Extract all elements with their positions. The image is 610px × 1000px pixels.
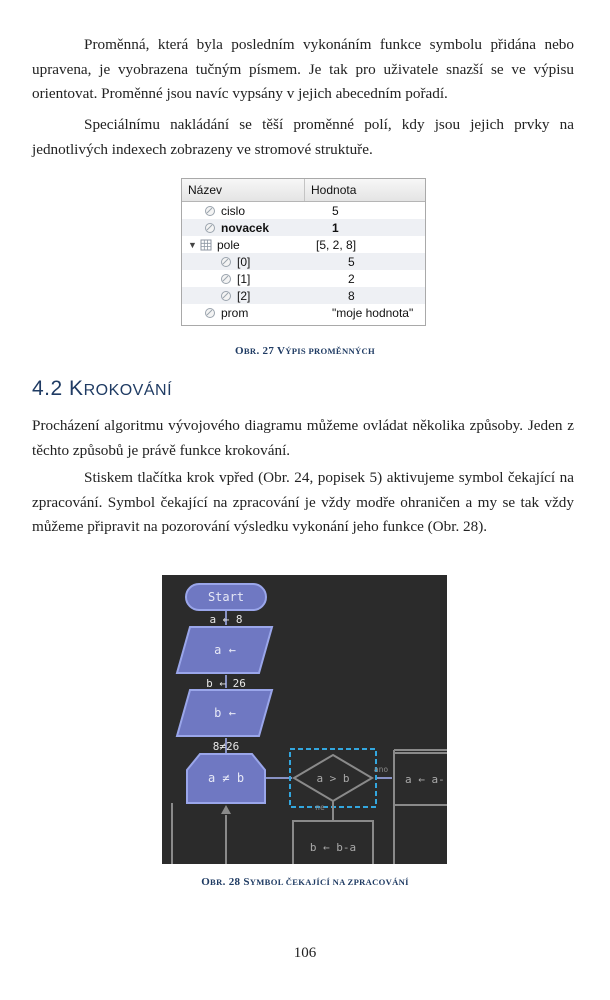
table-row[interactable] bbox=[182, 202, 425, 219]
variable-value: 1 bbox=[332, 220, 339, 235]
table-row[interactable] bbox=[182, 253, 425, 270]
body-paragraph-4: Stiskem tlačítka krok vpřed (Obr. 24, popisek 5) aktivujeme symbol čekající na zpracování. Symbol čekající na zpracování je vždy modře ohraničen a my se tak vždy můžeme připravit na pozorování výsledku vykonání jeho funkce (Obr. 28). bbox=[32, 469, 574, 536]
process-a-label: a ← a- bbox=[405, 773, 445, 786]
variable-name: [2] bbox=[237, 288, 251, 303]
variable-value: 5 bbox=[348, 254, 355, 269]
variable-name: [1] bbox=[237, 271, 251, 286]
variable-icon bbox=[204, 307, 216, 319]
body-paragraph-3: Procházení algoritmu vývojového diagramu můžeme ovládat několika způsoby. Jeden z těchto způsobů je právě funkce krokování. bbox=[32, 417, 574, 459]
variable-icon bbox=[220, 290, 232, 302]
expand-triangle-icon[interactable]: ▼ bbox=[188, 239, 197, 250]
array-grid-icon bbox=[200, 239, 212, 251]
variable-name: cislo bbox=[221, 203, 246, 218]
body-paragraph-1: Proměnná, která byla posledním vykonáním funkce symbolu přidána nebo upravena, je vyobrazena tučným písmem. Je tak pro uživatele snazší se ve výpisu orientovat. Proměnné jsou navíc vypsány v jejich abecedním pořadí. bbox=[32, 36, 574, 103]
figure-caption-28: OBR. 28 SYMBOL ČEKAJÍCÍ NA ZPRACOVÁNÍ bbox=[201, 876, 409, 888]
variable-value: 8 bbox=[348, 288, 355, 303]
table-header bbox=[182, 179, 425, 202]
input-b-label: b ← bbox=[214, 706, 236, 720]
variable-icon bbox=[220, 256, 232, 268]
flow-annotation-b: b ← 26 bbox=[206, 677, 246, 690]
table-row[interactable] bbox=[182, 219, 425, 236]
variable-value: [5, 2, 8] bbox=[316, 237, 357, 252]
variable-icon bbox=[220, 273, 232, 285]
flow-annotation-a: a ← 8 bbox=[209, 613, 243, 626]
column-header-value[interactable]: Hodnota bbox=[311, 183, 357, 197]
table-row[interactable] bbox=[182, 287, 425, 304]
variable-value: 2 bbox=[348, 271, 355, 286]
decision-yes-label: ano bbox=[373, 765, 389, 774]
variable-icon bbox=[204, 205, 216, 217]
column-header-name[interactable]: Název bbox=[182, 179, 305, 201]
decision-no-label: ne bbox=[315, 803, 325, 812]
table-row[interactable] bbox=[182, 304, 425, 321]
input-a-label: a ← bbox=[214, 643, 236, 657]
variable-name: novacek bbox=[221, 220, 270, 235]
variable-value: 5 bbox=[332, 203, 339, 218]
variable-name: prom bbox=[221, 305, 249, 320]
flowchart-figure bbox=[162, 575, 447, 864]
variable-name: pole bbox=[217, 237, 240, 252]
body-paragraph-2: Speciálnímu nakládání se těší proměnné polí, kdy jsou jejich prvky na jednotlivých indexech zobrazeny ve stromové struktuře. bbox=[32, 116, 574, 158]
table-row[interactable] bbox=[182, 270, 425, 287]
figure-caption-27: OBR. 27 VÝPIS PROMĚNNÝCH bbox=[235, 345, 375, 357]
section-heading: 4.2 KROKOVÁNÍ bbox=[32, 377, 173, 400]
page-number: 106 bbox=[293, 945, 317, 961]
variable-icon bbox=[204, 222, 216, 234]
variable-name: [0] bbox=[237, 254, 251, 269]
decision-label: a > b bbox=[316, 772, 350, 785]
flow-annotation-condition: 8≠26 bbox=[212, 740, 240, 753]
process-b-label: b ← b-a bbox=[309, 841, 357, 854]
loop-label: a ≠ b bbox=[207, 771, 245, 785]
start-label: Start bbox=[207, 590, 245, 604]
variable-value: "moje hodnota" bbox=[332, 305, 414, 320]
table-row[interactable] bbox=[182, 236, 425, 253]
variables-table bbox=[181, 178, 426, 326]
